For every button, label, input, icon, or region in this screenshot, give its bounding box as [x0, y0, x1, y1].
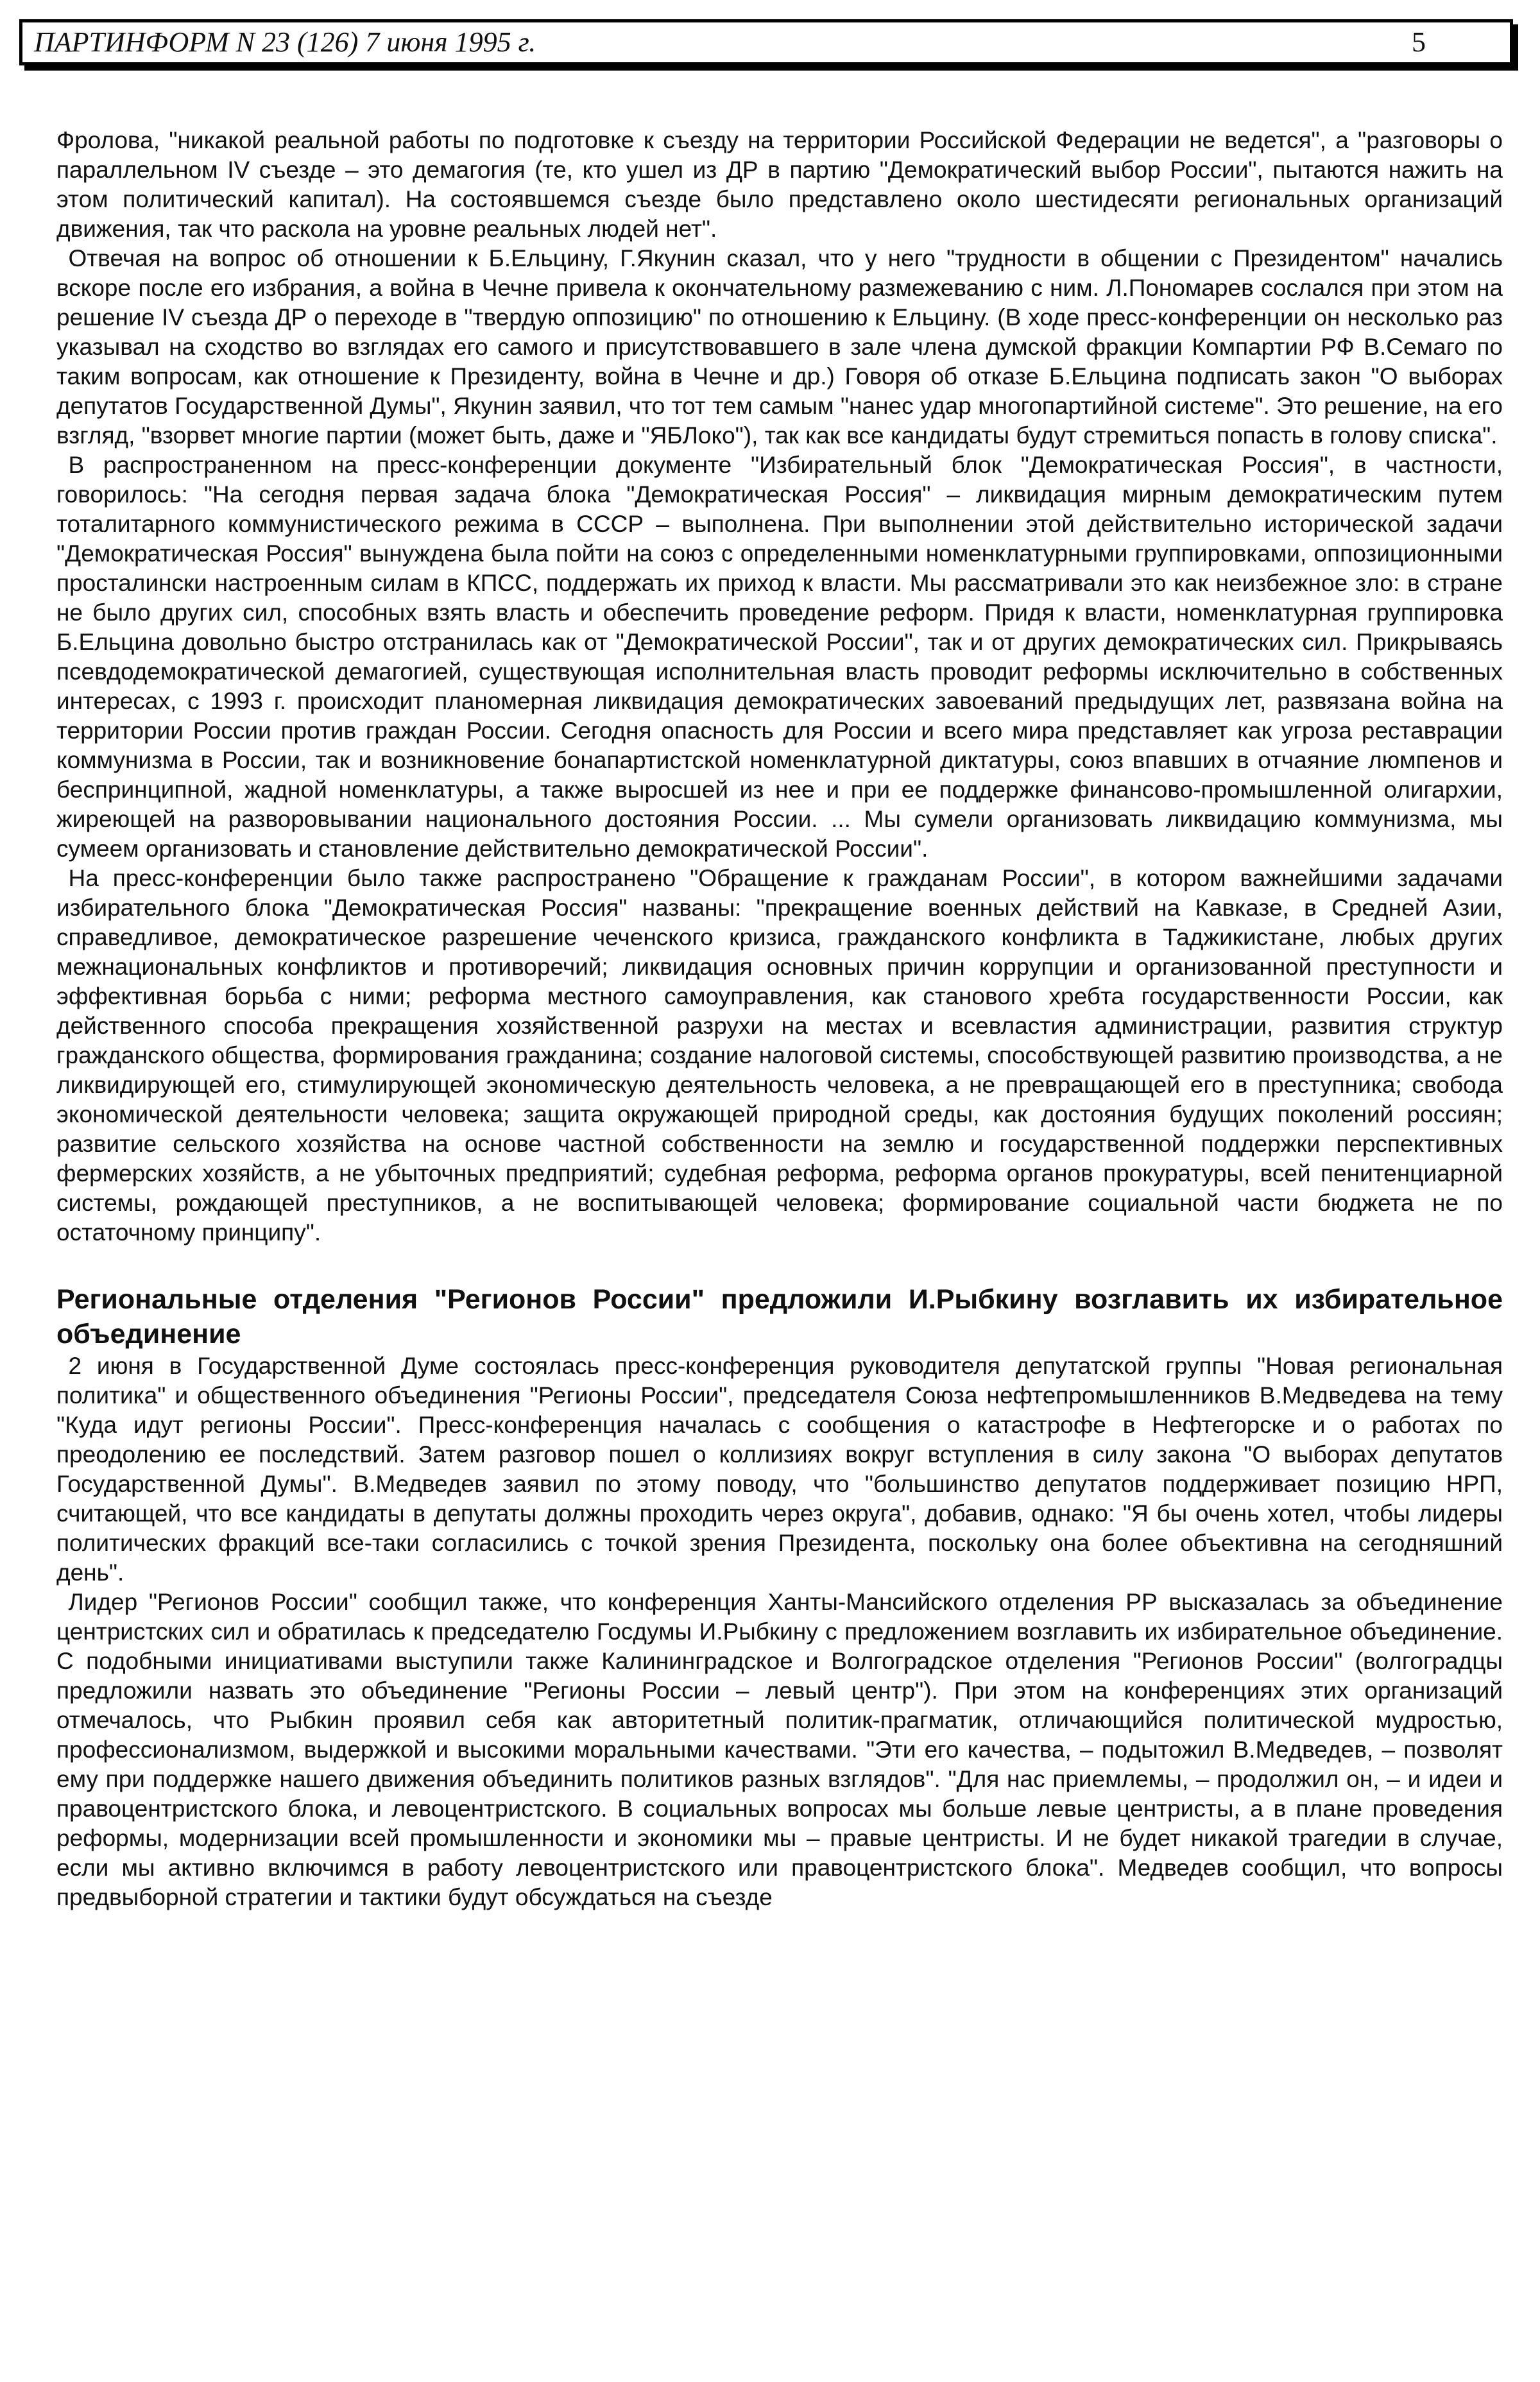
- page-header: [19, 19, 1513, 65]
- article2-paragraph-1: 2 июня в Государственной Думе состоялась пресс-конференция руководителя депутатской группы "Новая региональная политика" и общественного объединения "Регионы России", председателя Союза нефтепромышленников В.Медведева на тему "Куда идут регионы России". Пресс-конференция началась с сообщения о катастрофе в Нефтегорске и о работах по преодолению ее последствий. Затем разговор пошел о коллизиях вокруг вступления в силу закона "О выборах депутатов Государственной Думы". В.Медведев заявил по этому поводу, что "большинство депутатов поддерживает позицию НРП, считающей, что все кандидаты в депутаты должны проходить через округа", добавив, однако: "Я бы очень хотел, чтобы лидеры политических фракций все-таки согласились с точкой зрения Президента, поскольку она более объективна на сегодняшний день".: [56, 1353, 1503, 1586]
- article2-paragraph-2: Лидер "Регионов России" сообщил также, что конференция Ханты-Мансийского отделения РР высказалась за объединение центристских сил и обратилась к председателю Госдумы И.Рыбкину с предложением возглавить их избирательное объединение. С подобными инициативами выступили также Калининградское и Волгоградское отделения "Регионов России" (волгоградцы предложили назвать это объединение "Регионы России – левый центр"). При этом на конференциях этих организаций отмечалось, что Рыбкин проявил себя как авторитетный политик-прагматик, отличающийся политической мудростью, профессионализмом, выдержкой и высокими моральными качествами. "Эти его качества, – подытожил В.Медведев, – позволят ему при поддержке нашего движения объединить политиков разных взглядов". "Для нас приемлемы, – продолжил он, – и идеи и правоцентристского блока, и левоцентристского. В социальных вопросах мы больше левые центристы, а в плане проведения реформы, модернизации всей промышленности и экономики мы – правые центристы. И не будет никакой трагедии в случае, если мы активно включимся в работу левоцентристского или правоцентристского блока". Медведев сообщил, что вопросы предвыборной стратегии и тактики будут обсуждаться на съезде: [56, 1589, 1503, 1910]
- article2-headline: Региональные отделения "Регионов России" предложили И.Рыбкину возглавить их избирательное объединение: [56, 1284, 1503, 1350]
- page-number: 5: [1412, 26, 1426, 58]
- article-body: [56, 126, 1503, 1912]
- article1-paragraph-3: В распространенном на пресс-конференции документе "Избирательный блок "Демократическая Россия", в частности, говорилось: "На сегодня первая задача блока "Демократическая Россия" – ликвидация мирным демократическим путем тоталитарного коммунистического режима в СССР – выполнена. При выполнении этой действительно исторической задачи "Демократическая Россия" вынуждена была пойти на союз с определенными номенклатурными группировками, оппозиционными просталински настроенным силам в КПСС, поддержать их приход к власти. Мы рассматривали это как неизбежное зло: в стране не было других сил, способных взять власть и обеспечить проведение реформ. Придя к власти, номенклатурная группировка Б.Ельцина довольно быстро отстранилась как от "Демократической России", так и от других демократических сил. Прикрываясь псевдодемократической демагогией, существующая исполнительная власть проводит реформы исключительно в собственных интересах, с 1993 г. происходит планомерная ликвидация демократических завоеваний предыдущих лет, развязана война на территории России против граждан России. Сегодня опасность для России и всего мира представляет как угроза реставрации коммунизма в России, так и возникновение бонапартистской номенклатурной диктатуры, союз впавших в отчаяние люмпенов и беспринципной, жадной номенклатуры, а также выросшей из нее и при ее поддержке финансово-промышленной олигархии, жиреющей на разворовывании национального достояния России. ... Мы сумели организовать ликвидацию коммунизма, мы сумеем организовать и становление действительно демократической России".: [56, 452, 1503, 862]
- article1-paragraph-1: Фролова, "никакой реальной работы по подготовке к съезду на территории Российской Федерации не ведется", а "разговоры о параллельном IV съезде – это демагогия (те, кто ушел из ДР в партию "Демократический выбор России", пытаются нажить на этом политический капитал). На состоявшемся съезде было представлено около шестидесяти региональных организаций движения, так что раскола на уровне реальных людей нет".: [56, 127, 1503, 242]
- article1-paragraph-2: Отвечая на вопрос об отношении к Б.Ельцину, Г.Якунин сказал, что у него "трудности в общении с Президентом" начались вскоре после его избрания, а война в Чечне привела к окончательному размежеванию с ним. Л.Пономарев сослался при этом на решение IV съезда ДР о переходе в "твердую оппозицию" по отношению к Ельцину. (В ходе пресс-конференции он несколько раз указывал на сходство во взглядах его самого и присутствовавшего в зале члена думской фракции Компартии РФ В.Семаго по таким вопросам, как отношение к Президенту, война в Чечне и др.) Говоря об отказе Б.Ельцина подписать закон "О выборах депутатов Государственной Думы", Якунин заявил, что тот тем самым "нанес удар многопартийной системе". Это решение, на его взгляд, "взорвет многие партии (может быть, даже и "ЯБЛоко"), так как все кандидаты будут стремиться попасть в голову списка".: [56, 245, 1503, 449]
- article1-paragraph-4: На пресс-конференции было также распространено "Обращение к гражданам России", в котором важнейшими задачами избирательного блока "Демократическая Россия" названы: "прекращение военных действий на Кавказе, в Средней Азии, справедливое, демократическое разрешение чеченского кризиса, гражданского конфликта в Таджикистане, любых других межнациональных конфликтов и противоречий; ликвидация основных причин коррупции и организованной преступности и эффективная борьба с ними; реформа местного самоуправления, как станового хребта государственности России, как действенного способа прекращения хозяйственной разрухи на местах и всевластия администрации, развития структур гражданского общества, формирования гражданина; создание налоговой системы, способствующей развитию производства, а не ликвидирующей его, стимулирующей экономическую деятельность человека, а не превращающей его в преступника; свобода экономической деятельности человека; защита окружающей природной среды, как достояния будущих поколений россиян; развитие сельского хозяйства на основе частной собственности на землю и государственной поддержки перспективных фермерских хозяйств, а не убыточных предприятий; судебная реформа, реформа органов прокуратуры, всей пенитенциарной системы, рождающей преступников, а не воспитывающей человека; формирование социальной части бюджета не по остаточному принципу".: [56, 865, 1503, 1246]
- publication-title: ПАРТИНФОРМ N 23 (126) 7 июня 1995 г.: [34, 26, 536, 58]
